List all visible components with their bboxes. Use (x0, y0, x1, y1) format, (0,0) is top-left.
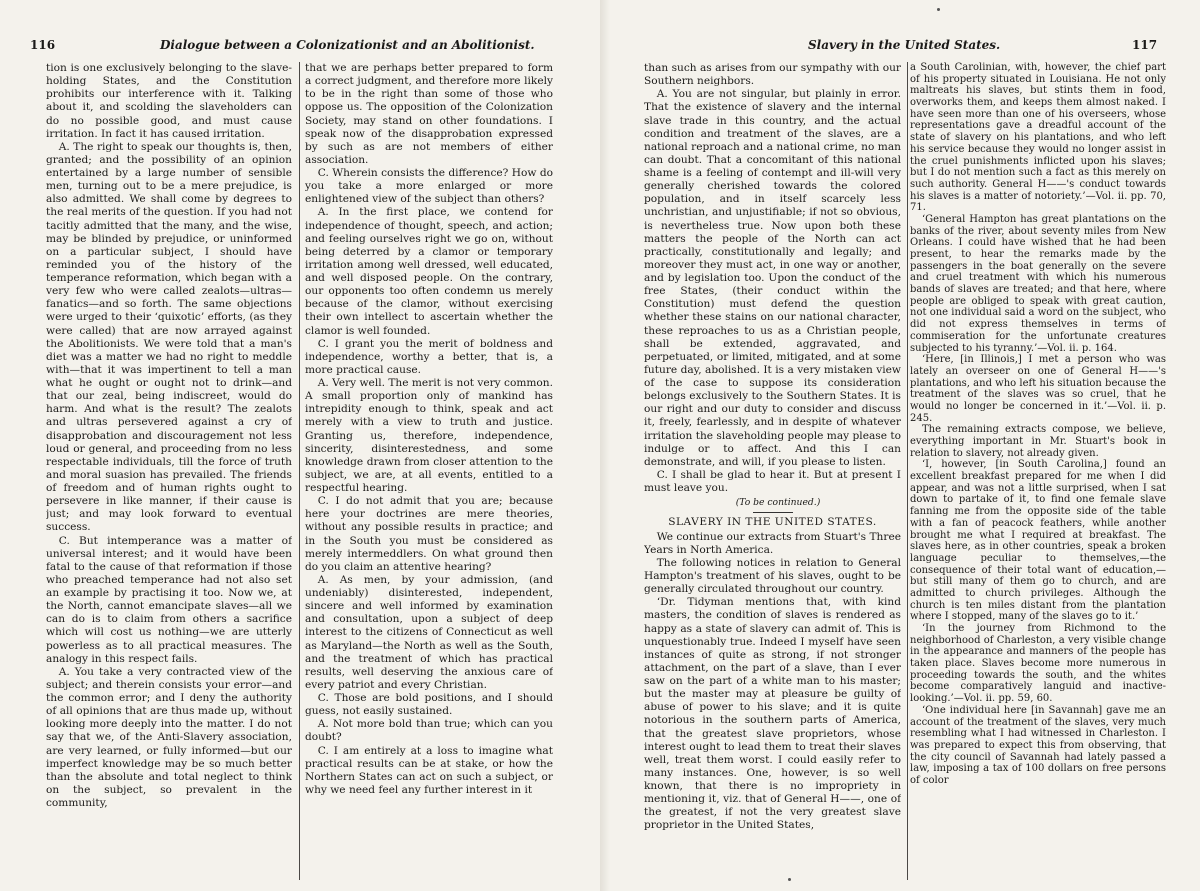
paragraph: ‘I, however, [in South Carolina,] found an excellent breakfast prepared for me when I did appear, and was not a little surprised, when I sat down to partake of it, to find one female slave fanning me from the opposite side of the table with a fan of peacock feathers, while another brought me what I required at breakfast. The slaves here, as in other countries, speak a broken language peculiar to themselves,—the consequence of their total want of education,—but still many of them go to church, and are admitted to church privileges. Although the church is ten miles distant from the plantation where I stopped, many of the slaves go to it.’ (910, 459, 1166, 623)
paragraph: The following notices in relation to General Hampton's treatment of his slaves, ought to be generally circulated throughout our country. (644, 556, 901, 596)
paragraph: a South Carolinian, with, however, the chief part of his property situated in Louisiana. He not only maltreats his slaves, but stints them in food, overworks them, and keeps them almost naked. I have seen more than one of his overseers, whose representations gave a dreadful account of the state of slavery on his plantations, and who left his service because they would no longer assist in the cruel punishments inflicted upon his slaves; but I do not mention such a fact as this merely on such authority. General H——'s conduct towards his slaves is a matter of notoriety.’—Vol. ii. pp. 70, 71. (910, 62, 1166, 214)
right-column-1 (644, 62, 901, 880)
right-column-2 (910, 62, 1166, 880)
column-rule (299, 62, 300, 880)
paragraph: ‘Here, [in Illinois,] I met a person who was lately an overseer on one of General H——'s plantations, and who left his situation because the treatment of the slaves was so cruel, that he would no longer be concerned in it.’—Vol. ii. p. 245. (910, 354, 1166, 424)
paragraph: tion is one exclusively belonging to the slave-holding States, and the Constitution prohibits our interference with it. Talking about it, and scolding the slaveholders can do no possible good, and must cause irritation. In fact it has caused irritation. (46, 62, 292, 140)
paragraph: C. I am entirely at a loss to imagine what practical results can be at stake, or how the Northern States can act on such a subject, or why we need feel any further interest in it (305, 744, 553, 796)
right-running-head: Slavery in the United States. (808, 38, 1001, 52)
speck (788, 878, 791, 881)
paragraph: A. Not more bold than true; which can you doubt? (305, 718, 553, 744)
paragraph: C. Wherein consists the difference? How do you take a more enlarged or more enlightened view of the subject than others? (305, 167, 553, 206)
speck (937, 8, 940, 11)
paragraph: C. I grant you the merit of boldness and independence, worthy a better, that is, a more practical cause. (305, 337, 553, 376)
paragraph: A. You are not singular, but plainly in error. That the existence of slavery and the internal slave trade in this country, and the actual condition and treatment of the slaves, are a national reproach and a national crime, no man can doubt. That a concomitant of this national shame is a feeling of contempt and ill-will very generally cherished towards the colored population, and in itself scarcely less unchristian, and unjustifiable; if not so obvious, is nevertheless true. Now upon both these matters the people of the North can act practically, constitutionally and legally; and moreover they must act, in one way or another, and by legislation too. Upon the conduct of the free States, (their conduct within the Constitution) must defend the question whether these stains on our national character, these reproaches to us as a Christian people, shall be extended, aggravated, and perpetuated, or limited, mitigated, and at some future day, abolished. It is a very mistaken view of the case to suppose its consideration belongs exclusively to the Southern States. It is our right and our duty to consider and discuss it, freely, fearlessly, and in despite of whatever irritation the slaveholding people may please to indulge or to affect. And this I can demonstrate, and will, if you please to listen. (644, 88, 901, 468)
paragraph: The remaining extracts compose, we believe, everything important in Mr. Stuart's book in relation to slavery, not already given. (910, 424, 1166, 459)
section-rule (753, 512, 793, 513)
paragraph: C. But intemperance was a matter of universal interest; and it would have been fatal to the cause of that reformation if those who preached temperance had not also set an example by practising it too. Now we, at the North, cannot emancipate slaves—all we can do is to claim from others a sacrifice which will cost us nothing—we are utterly powerless as to all practical measures. The analogy in this respect fails. (46, 534, 292, 665)
paragraph: ‘Dr. Tidyman mentions that, with kind masters, the condition of slaves is rendered as happy as a state of slavery can admit of. This is unquestionably true. Indeed I myself have seen instances of quite as strong, if not stronger attachment, on the part of a slave, than I ever saw on the part of a white man to his master; but the master may at pleasure be guilty of abuse of power to his slave; and it is quite notorious in the southern parts of America, that the greatest slave proprietors, whose interest ought to lead them to treat their slaves well, treat them worst. I could easily refer to many instances. One, however, is so well known, that there is no impropriety in mentioning it, viz. that of General H——, one of the greatest, if not the very greatest slave proprietor in the United States, (644, 596, 901, 832)
to-be-continued: (To be continued.) (735, 497, 821, 509)
section-heading: SLAVERY IN THE UNITED STATES. (668, 515, 877, 528)
left-running-head: Dialogue between a Colonizationist and an Abolitionist. (160, 38, 535, 52)
paragraph: ‘General Hampton has great plantations on the banks of the river, about seventy miles from New Orleans. I could have wished that he had been present, to hear the remarks made by the passengers in the boat generally on the severe and cruel treatment with which his numerous bands of slaves are treated; and that here, where people are obliged to speak with great caution, not one individual said a word on the subject, who did not express themselves in terms of commiseration for the unfortunate creatures subjected to his tyranny.’—Vol. ii. p. 164. (910, 213, 1166, 354)
paragraph: A. In the first place, we contend for independence of thought, speech, and action; and feeling ourselves right we go on, without being deterred by a clamor or temporary irritation among well dressed, well educated, and well disposed people. On the contrary, our opponents too often condemn us merely because of the clamor, without exercising their own intellect to ascertain whether the clamor is well founded. (305, 206, 553, 337)
paragraph: A. You take a very contracted view of the subject; and therein consists your error—and the common error; and I deny the authority of all opinions that are thus made up, without looking more deeply into the matter. I do not say that we, of the Anti-Slavery association, are very learned, or fully informed—but our imperfect knowledge may be so much better than the absolute and total neglect to think on the subject, so prevalent in the community, (46, 665, 292, 809)
left-column-2 (305, 62, 553, 880)
paragraph: ‘In the journey from Richmond to the neighborhood of Charleston, a very visible change in the appearance and manners of the people has taken place. Slaves become more numerous in proceeding towards the south, and the whites become comparatively languid and inactive-looking.’—Vol. ii. pp. 59, 60. (910, 623, 1166, 705)
paragraph: that we are perhaps better prepared to form a correct judgment, and therefore more likely to be in the right than some of those who oppose us. The opposition of the Colonization Society, may stand on other foundations. I speak now of the disapprobation expressed by such as are not members of either association. (305, 62, 553, 166)
paragraph: ‘One individual here [in Savannah] gave me an account of the treatment of the slaves, very much resembling what I had witnessed in Charleston. I was prepared to expect this from observing, that the city council of Savannah had lately passed a law, imposing a tax of 100 dollars on free persons of color (910, 704, 1166, 786)
column-rule (907, 62, 908, 880)
paragraph: than such as arises from our sympathy with our Southern neighbors. (644, 62, 901, 88)
paragraph: We continue our extracts from Stuart's Three Years in North America. (644, 530, 901, 556)
right-page (610, 0, 1200, 891)
paragraph: C. Those are bold positions, and I should guess, not easily sustained. (305, 692, 553, 718)
book-gutter (600, 0, 610, 891)
right-page-number: 117 (1132, 38, 1158, 52)
left-column-1 (46, 62, 292, 880)
paragraph: C. I do not admit that you are; because here your doctrines are mere theories, without any possible results in practice; and in the South you must be considered as merely intermeddlers. On what ground then do you claim an attentive hearing? (305, 495, 553, 573)
paragraph: A. Very well. The merit is not very common. A small proportion only of mankind has intrepidity enough to think, speak and act merely with a view to truth and justice. Granting us, therefore, independence, sincerity, disinterestedness, and some knowledge drawn from closer attention to the subject, we are, at all events, entitled to a respectful hearing. (305, 377, 553, 494)
paragraph: C. I shall be glad to hear it. But at present I must leave you. (644, 468, 901, 494)
paragraph: A. As men, by your admission, (and undeniably) disinterested, independent, sincere and well informed by examination and consultation, upon a subject of deep interest to the citizens of Connecticut as well as Maryland—the North as well as the South, and the treatment of which has practical results, well deserving the anxious care of every patriot and every Christian. (305, 573, 553, 691)
left-page-number: 116 (30, 38, 56, 52)
paragraph: A. The right to speak our thoughts is, then, granted; and the possibility of an opinion entertained by a large number of sensible men, turning out to be a mere prejudice, is also admitted. We shall come by degrees to the real merits of the question. If you had not tacitly admitted that the many, and the wise, may be blinded by prejudice, or uninformed on a particular subject, I should have reminded you of the history of the temperance reformation, which began with a very few who were called zealots—ultras—fanatics—and so forth. The same objections were urged to their ‘quixotic’ efforts, (as they were called) that are now arrayed against the Abolitionists. We were told that a man's diet was a matter we had no right to meddle with—that it was impertinent to tell a man what he ought or ought not to drink—and that our zeal, being indiscreet, would do harm. And what is the result? The zealots and ultras persevered against a cry of disapprobation and discouragement not less loud or general, and proceeding from no less respectable individuals, till the force of truth and moral suasion has prevailed. The friends of freedom and of human rights ought to persevere in like manner, if their cause is just; and may look forward to eventual success. (46, 140, 292, 534)
